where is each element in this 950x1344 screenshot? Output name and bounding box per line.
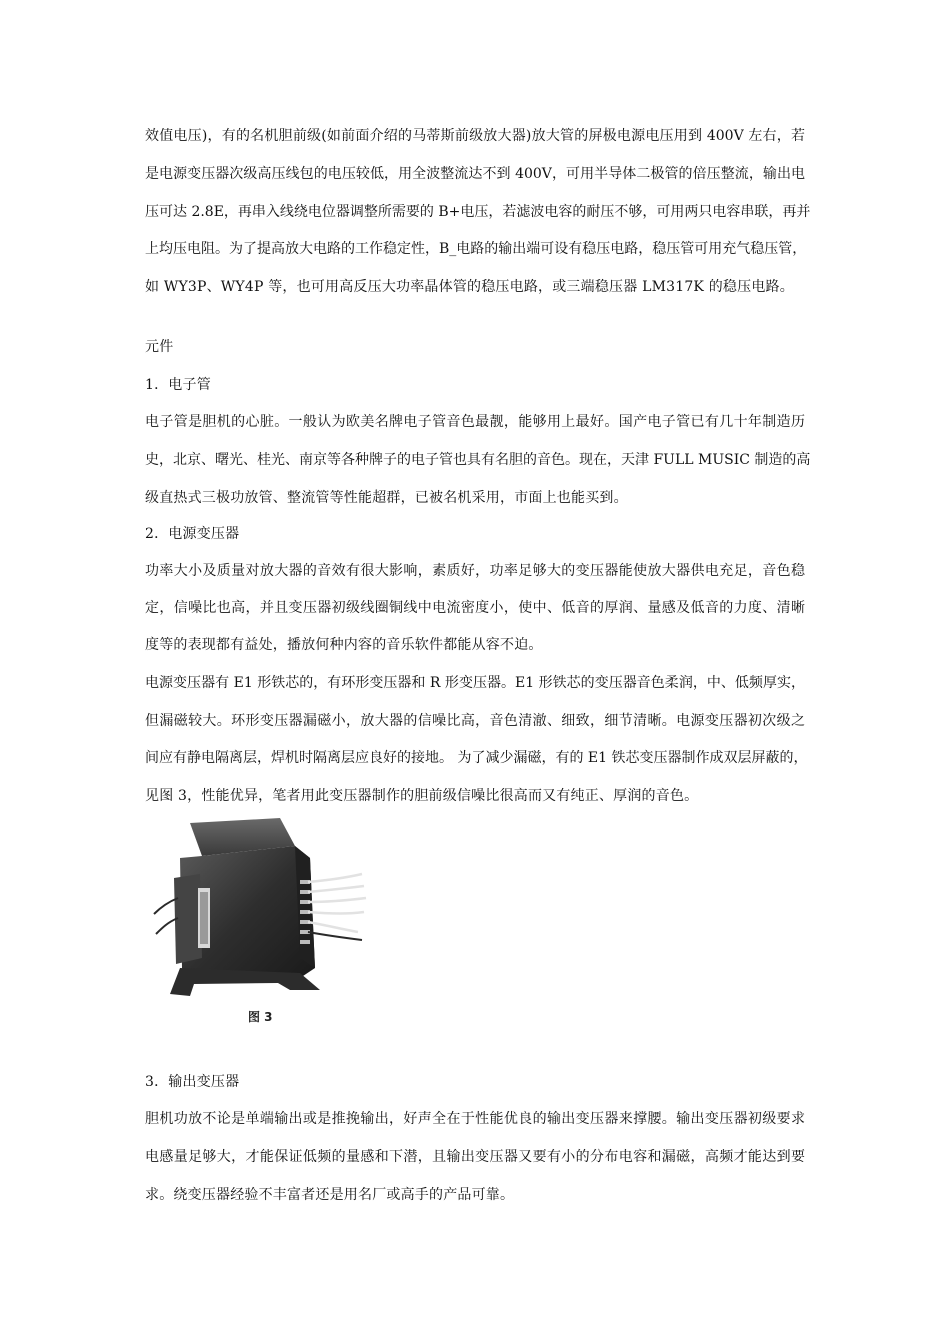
heading-power-transformer: 2．电源变压器 — [145, 526, 240, 542]
paragraph-line: 上均压电阻。为了提高放大电路的工作稳定性，B_电路的输出端可设有稳压电路，稳压管可用充气稳压管， — [145, 241, 807, 257]
transformer-photo — [150, 818, 390, 1018]
paragraph-line: 压可达 2.8E，再串入线绕电位器调整所需要的 B+电压，若滤波电容的耐压不够，可用两只电容串联，再并 — [145, 204, 811, 220]
paragraph-line: 功率大小及质量对放大器的音效有很大影响，素质好，功率足够大的变压器能使放大器供电充足，音色稳 — [145, 563, 805, 579]
paragraph-line: 间应有静电隔离层，焊机时隔离层应良好的接地。 为了减少漏磁，有的 E1 铁芯变压器制作成双层屏蔽的， — [145, 750, 808, 766]
paragraph-line: 胆机功放不论是单端输出或是推挽输出，好声全在于性能优良的输出变压器来撑腰。输出变压器初级要求 — [145, 1111, 805, 1127]
paragraph-line: 电子管是胆机的心脏。一般认为欧美名牌电子管音色最靓，能够用上最好。国产电子管已有几十年制造历 — [145, 414, 805, 430]
paragraph-line: 定，信噪比也高，并且变压器初级线圈铜线中电流密度小，使中、低音的厚润、量感及低音的力度、清晰 — [145, 600, 805, 616]
paragraph-line: 效值电压)，有的名机胆前级(如前面介绍的马蒂斯前级放大器)放大管的屏极电源电压用到 400V 左右，若 — [145, 128, 805, 144]
paragraph-line: 电源变压器有 E1 形铁芯的，有环形变压器和 R 形变压器。E1 形铁芯的变压器音色柔润，中、低频厚实， — [145, 675, 805, 691]
paragraph-line: 级直热式三极功放管、整流管等性能超群，已被名机采用，市面上也能买到。 — [145, 490, 628, 506]
paragraph-line: 史，北京、曙光、桂光、南京等各种牌子的电子管也具有名胆的音色。现在，天津 FULL MUSIC 制造的高 — [145, 452, 811, 468]
paragraph-line: 电感量足够大，才能保证低频的量感和下潜，且输出变压器又要有小的分布电容和漏磁，高频才能达到要 — [145, 1149, 805, 1165]
paragraph-line: 求。绕变压器经验不丰富者还是用名厂或高手的产品可靠。 — [145, 1187, 515, 1203]
paragraph-line: 见图 3，性能优异，笔者用此变压器制作的胆前级信噪比很高而又有纯正、厚润的音色。 — [145, 788, 699, 804]
paragraph-line: 是电源变压器次级高压线包的电压较低，用全波整流达不到 400V，可用半导体二极管的倍压整流，输出电 — [145, 166, 805, 182]
figure-caption: 图 3 — [248, 1010, 273, 1024]
heading-output-transformer: 3．输出变压器 — [145, 1074, 240, 1090]
paragraph-line: 度等的表现都有益处，播放何种内容的音乐软件都能从容不迫。 — [145, 637, 543, 653]
section-title: 元件 — [145, 339, 174, 355]
paragraph-line: 如 WY3P、WY4P 等，也可用高反压大功率晶体管的稳压电路，或三端稳压器 LM317K 的稳压电路。 — [145, 279, 794, 295]
paragraph-line: 但漏磁较大。环形变压器漏磁小，放大器的信噪比高，音色清澈、细致，细节清晰。电源变压器初次级之 — [145, 713, 805, 729]
heading-vacuum-tube: 1．电子管 — [145, 377, 211, 393]
